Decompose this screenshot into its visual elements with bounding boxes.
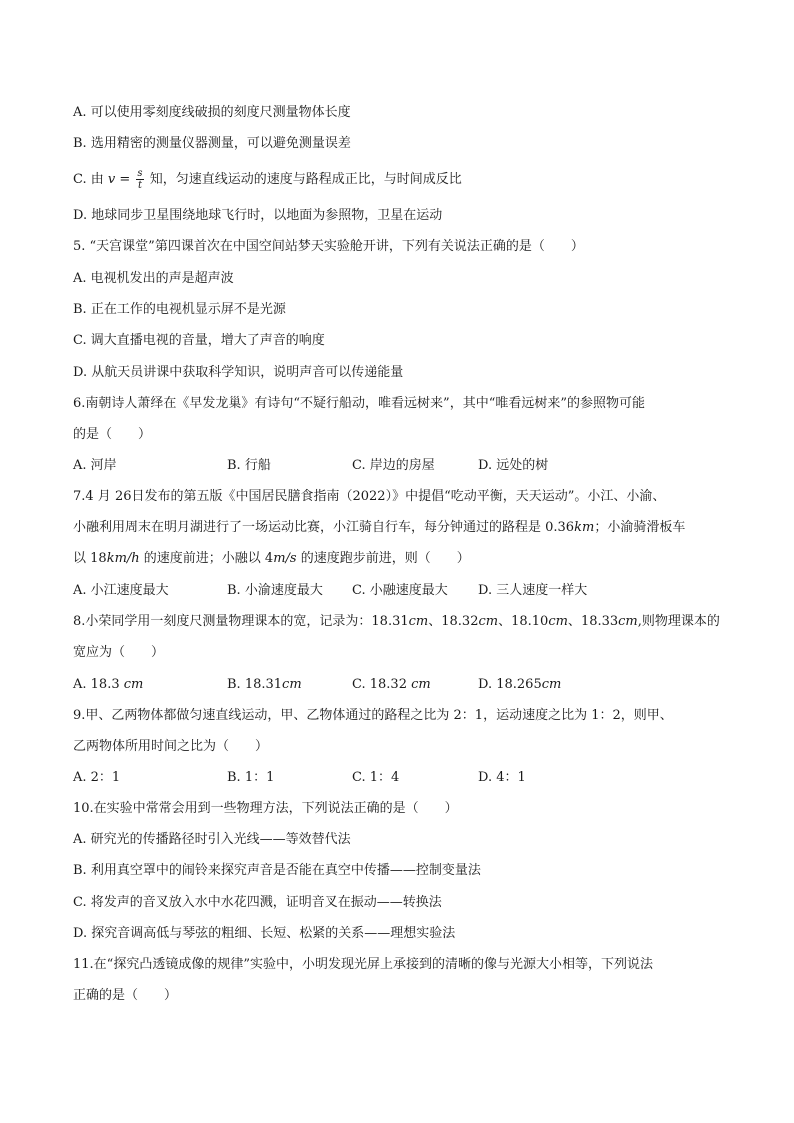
q5-option-a: A. 电视机发出的声是超声波 xyxy=(73,271,234,286)
q7-option-c: C. 小融速度最大 xyxy=(352,583,448,598)
q4-formula-numerator: s xyxy=(137,168,143,179)
q11-stem-line2: 正确的是（ ） xyxy=(73,988,178,1003)
q7-line3-text-c: 的速度跑步前进，则（ ） xyxy=(296,551,470,566)
q6-option-c: C. 岸边的房屋 xyxy=(352,458,435,473)
q10-option-b: B. 利用真空罩中的闹铃来探究声音是否能在真空中传播——控制变量法 xyxy=(73,863,481,878)
q4-option-c xyxy=(73,168,462,191)
q8-stem-line2: 宽应为（ ） xyxy=(73,645,165,660)
q10-option-c: C. 将发声的音叉放入水中水花四溅，证明音叉在振动——转换法 xyxy=(73,895,442,910)
q10-option-d: D. 探究音调高低与琴弦的粗细、长短、松紧的关系——理想实验法 xyxy=(73,926,456,941)
q8-option-c-value: C. 18.32 xyxy=(352,677,407,692)
q7-stem-line2 xyxy=(73,519,685,537)
q10-stem: 10.在实验中常常会用到一些物理方法，下列说法正确的是（ ） xyxy=(73,801,458,816)
q4-option-c-text: 知，匀速直线运动的速度与路程成正比，与时间成反比 xyxy=(149,172,462,187)
q8-sep-1: 、 xyxy=(428,614,442,629)
q7-line3-text-b: 的速度前进；小融以 4 xyxy=(139,551,274,566)
q7-option-d: D. 三人速度一样大 xyxy=(478,583,588,598)
q9-stem-line2: 乙两物体所用时间之比为（ ） xyxy=(73,739,269,754)
q6-option-a: A. 河岸 xyxy=(73,458,117,473)
q7-stem-line1: 7.4 月 26日发布的第五版《中国居民膳食指南（2022）》中提倡“吃动平衡，天天运动”。小江、小渝、 xyxy=(73,489,666,504)
q8-option-a xyxy=(73,676,143,694)
q8-option-c-unit: cm xyxy=(411,677,431,692)
q8-sep-3: 、 xyxy=(567,614,581,629)
q9-stem-line1: 9.甲、乙两物体都做匀速直线运动，甲、乙物体通过的路程之比为 2：1，运动速度之比为 1：2，则甲、 xyxy=(73,708,673,723)
q10-option-a: A. 研究光的传播路径时引入光线——等效替代法 xyxy=(73,832,351,847)
q8-option-a-unit: cm xyxy=(123,677,144,692)
q8-option-d xyxy=(478,676,561,694)
q8-option-a-value: A. 18.3 xyxy=(73,677,120,692)
q6-stem-line1: 6.南朝诗人萧绎在《早发龙巢》有诗句“不疑行船动，唯看远树来”，其中“唯看远树来”的参照物可能 xyxy=(73,396,645,411)
q6-stem-line2: 的是（ ） xyxy=(73,427,152,442)
q4-formula-denominator: t xyxy=(137,180,142,191)
q8-unit-3: cm xyxy=(548,614,568,629)
q7-line2-text-b: ；小渝骑滑板车 xyxy=(594,520,686,535)
q8-value-2: 18.32 xyxy=(441,614,479,629)
q7-option-b: B. 小渝速度最大 xyxy=(227,583,323,598)
q4-option-d: D. 地球同步卫星围绕地球飞行时，以地面为参照物，卫星在运动 xyxy=(73,208,443,223)
q7-unit-km: km xyxy=(574,520,595,535)
q8-option-d-value: D. 18.265 xyxy=(478,677,542,692)
q8-text-a: 8.小荣同学用一刻度尺测量物理课本的宽，记录为：18.31 xyxy=(73,614,409,629)
q9-option-c: C. 1：4 xyxy=(352,770,400,785)
q5-option-b: B. 正在工作的电视机显示屏不是光源 xyxy=(73,302,286,317)
q8-option-b xyxy=(227,676,302,694)
q9-option-a: A. 2：1 xyxy=(73,770,121,785)
q4-option-a: A. 可以使用零刻度线破损的刻度尺测量物体长度 xyxy=(73,105,351,120)
q9-option-b: B. 1：1 xyxy=(227,770,275,785)
q8-unit-1: cm xyxy=(408,614,429,629)
q8-option-b-unit: cm xyxy=(282,677,302,692)
q4-formula-fraction xyxy=(136,168,143,191)
q7-line3-text-a: 以 18 xyxy=(73,551,107,566)
q8-value-4: 18.33 xyxy=(580,614,619,629)
q8-unit-4: cm xyxy=(618,614,638,629)
q8-option-b-value: B. 18.31 xyxy=(227,677,283,692)
q5-stem: 5. “天宫课堂”第四课首次在中国空间站梦天实验舱开讲，下列有关说法正确的是（ ） xyxy=(73,239,584,254)
q8-sep-2: 、 xyxy=(498,614,512,629)
q7-unit-ms: m/s xyxy=(273,551,297,566)
q5-option-c: C. 调大直播电视的音量，增大了声音的响度 xyxy=(73,333,325,348)
q6-option-d: D. 远处的树 xyxy=(478,458,549,473)
q9-option-d: D. 4：1 xyxy=(478,770,526,785)
q7-unit-kmh: km/h xyxy=(106,551,140,566)
q8-text-b: ,则物理课本的 xyxy=(637,614,720,629)
q6-option-b: B. 行船 xyxy=(227,458,271,473)
q11-stem-line1: 11.在“探究凸透镜成像的规律”实验中，小明发现光屏上承接到的清晰的像与光源大小相等，下列说法 xyxy=(73,957,653,972)
q4-option-c-prefix: C. 由 xyxy=(73,172,104,187)
q8-unit-2: cm xyxy=(478,614,499,629)
q7-line2-text-a: 小融利用周末在明月湖进行了一场运动比赛，小江骑自行车，每分钟通过的路程是 0.36 xyxy=(73,520,575,535)
q5-option-d: D. 从航天员讲课中获取科学知识，说明声音可以传递能量 xyxy=(73,365,404,380)
q8-stem-line1 xyxy=(73,613,720,631)
q8-value-3: 18.10 xyxy=(511,614,549,629)
q7-stem-line3 xyxy=(73,550,470,568)
q7-option-a: A. 小江速度最大 xyxy=(73,583,169,598)
q4-option-b: B. 选用精密的测量仪器测量，可以避免测量误差 xyxy=(73,136,351,151)
q4-formula-lhs: v = xyxy=(107,172,131,187)
q8-option-c xyxy=(352,676,431,694)
q8-option-d-unit: cm xyxy=(541,677,562,692)
